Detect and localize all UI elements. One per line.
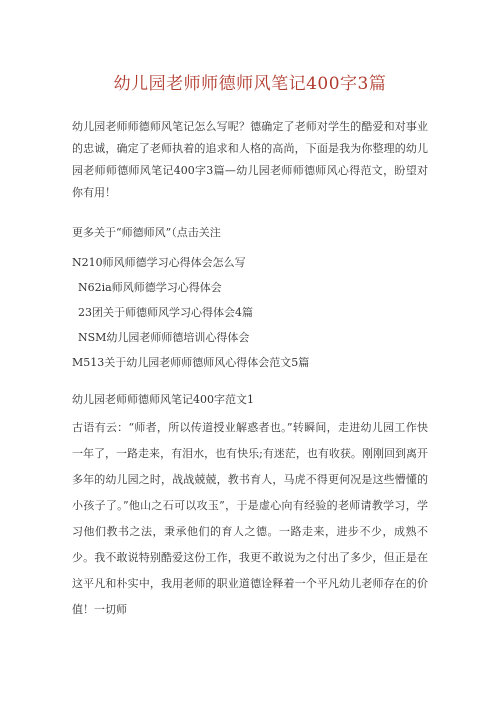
related-link-1[interactable]: N210师风师德学习心得体会怎么写 <box>72 256 246 269</box>
related-link-2[interactable]: N62ia师风师德学习心得体会 <box>78 281 222 294</box>
related-link-5[interactable]: M513关于幼儿园老师师德师风心得体会范文5篇 <box>72 356 310 369</box>
body-paragraph: 古语有云：“师者，所以传道授业解惑者也。”转瞬间，走进幼儿园工作快一年了，一路走来，有泪水，也有快乐;有迷茫，也有收获。刚刚回到离开多年的幼儿园之时，战战兢兢，教书育人，马虎不得更何况是这些懵懂的小孩子了。”他山之石可以攻玉”，于是虚心向有经验的老师请教学习，学习他们教书之法，秉承他们的育人之德。一路走来，进步不少，成熟不少。我不敢说特别酷爱这份工作，我更不敢说为之付出了多少，但正是在这平凡和朴实中，我用老师的职业道德诠释着一个平凡幼儿老师存在的价值！一切师 <box>72 421 428 616</box>
related-link-4[interactable]: NSM幼儿园老师师德培训心得体会 <box>78 331 250 344</box>
intro-paragraph: 幼儿园老师师德师风笔记怎么写呢？德确定了老师对学生的酷爱和对事业的忠诚，确定了老师执着的追求和人格的高尚，下面是我为你整理的幼儿园老师师德师风笔记400字3篇—幼儿园老师师德师风心得范文，盼望对你有用！ <box>72 120 428 199</box>
more-about-text: 更多关于“师德师风”（点击关注 <box>72 226 221 239</box>
related-links-list <box>72 250 428 375</box>
section-title: 幼儿园老师师德师风笔记400字范文1 <box>72 393 254 406</box>
related-link-3[interactable]: 23团关于师德师风学习心得体会4篇 <box>78 306 253 319</box>
document-title: 幼儿园老师师德师风笔记400字3篇 <box>113 74 387 94</box>
